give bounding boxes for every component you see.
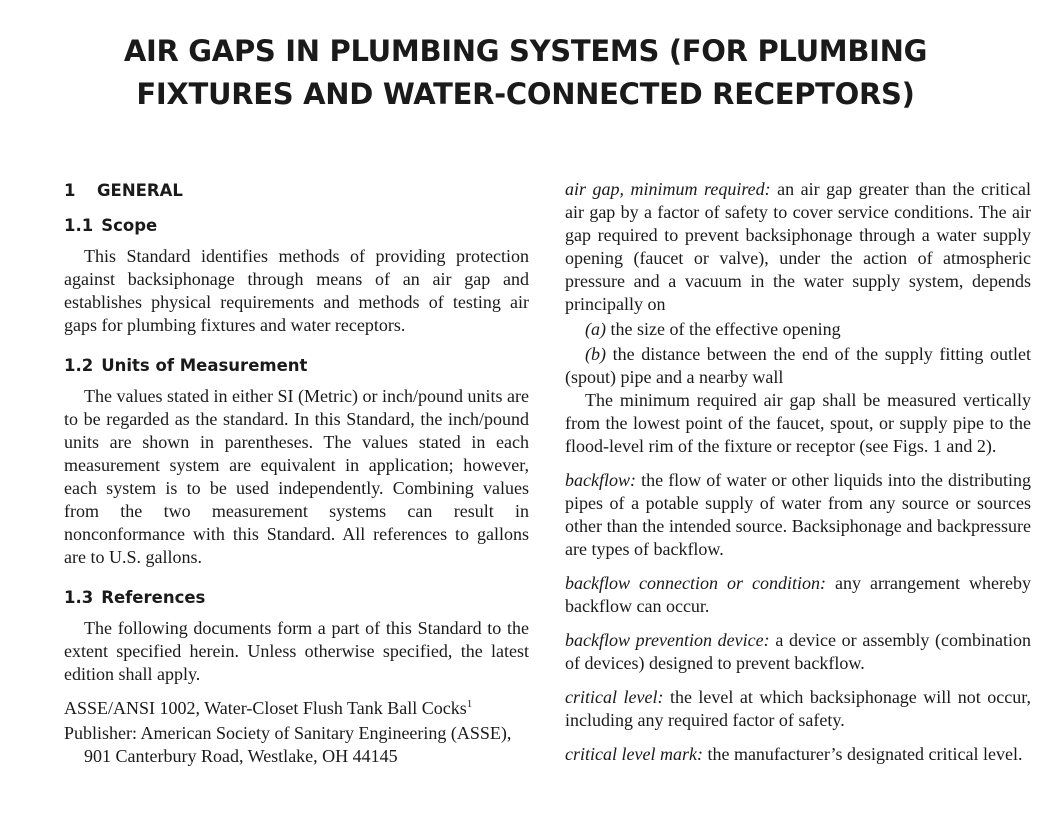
definition-term: backflow connection or condition: — [565, 573, 827, 593]
definition-backflow — [565, 469, 1031, 561]
definition-text — [565, 743, 1031, 766]
section-heading-references — [64, 585, 529, 611]
list-text: the size of the effective opening — [610, 319, 841, 339]
definition-text — [565, 572, 1031, 618]
list-item-b — [565, 343, 1031, 389]
air-gap-measurement-paragraph: The minimum required air gap shall be measured vertically from the lowest point of the faucet, spout, or supply pipe to the flood-level rim of the fixture or receptor (see Figs. 1 and 2). — [565, 390, 1031, 456]
definition-body: the manufacturer’s designated critical level. — [707, 744, 1023, 764]
section-label: GENERAL — [97, 181, 183, 200]
definition-critical-level — [565, 686, 1031, 732]
section-number: 1.3 — [64, 588, 94, 607]
definition-term: critical level mark: — [565, 744, 703, 764]
section-heading-general — [64, 178, 529, 204]
section-label: Scope — [101, 216, 158, 235]
scope-paragraph: This Standard identifies methods of providing protection against backsiphonage through means of an air gap and establishes physical requirements and methods of testing air gaps for plumbing fixtures and water receptors. — [64, 246, 529, 335]
definition-body: the level at which backsiphonage will not occur, including any required factor of safety. — [565, 687, 1032, 730]
section-heading-units — [64, 353, 529, 379]
definition-term: air gap, minimum required: — [565, 179, 771, 199]
definition-backflow-connection — [565, 572, 1031, 618]
list-item-a — [565, 318, 1031, 341]
publisher-entry: Publisher: American Society of Sanitary Engineering (ASSE), 901 Canterbury Road, Westlake, OH 44145 — [64, 723, 512, 766]
page-title — [0, 30, 1051, 116]
left-column — [64, 178, 529, 768]
definition-text — [565, 629, 1031, 675]
section-number: 1 — [64, 181, 76, 200]
definition-body: a device or assembly (combination of devices) designed to prevent backflow. — [565, 630, 1032, 673]
section-number: 1.1 — [64, 216, 94, 235]
reference-entry — [64, 697, 529, 720]
definition-term: backflow prevention device: — [565, 630, 770, 650]
definition-text — [565, 469, 1031, 561]
list-text: the distance between the end of the supply fitting outlet (spout) pipe and a nearby wall — [565, 344, 1031, 387]
section-label: Units of Measurement — [101, 356, 308, 375]
definition-body: the flow of water or other liquids into the distributing pipes of a potable supply of water from any source or sources other than the intended source. Backsiphonage and backpressure are types of backflow. — [565, 470, 1031, 559]
definition-term: critical level: — [565, 687, 664, 707]
definition-body: an air gap greater than the critical air gap by a factor of safety to cover service conditions. The air gap required to prevent backsiphonage through a water supply opening (faucet or valve), under the action of atmospheric pressure and a vacuum in the water supply system, depends principally on — [565, 179, 1032, 314]
definition-body: any arrangement whereby backflow can occur. — [565, 573, 1031, 616]
definition-text — [565, 686, 1031, 732]
list-marker: (b) — [585, 344, 606, 364]
definition-text — [565, 178, 1031, 316]
reference-title: ASSE/ANSI 1002, Water-Closet Flush Tank Ball Cocks — [64, 698, 467, 718]
right-column — [565, 178, 1031, 766]
units-paragraph: The values stated in either SI (Metric) or inch/pound units are to be regarded as the standard. In this Standard, the inch/pound units are shown in parentheses. The values stated in each measurement system are equivalent in application; however, each system is to be used independently. Combining values from the two measurement systems can result in nonconformance with this Standard. All references to gallons are to U.S. gallons. — [64, 386, 529, 567]
section-number: 1.2 — [64, 356, 94, 375]
definition-backflow-prevention-device — [565, 629, 1031, 675]
section-label: References — [101, 588, 206, 607]
section-heading-scope — [64, 213, 529, 239]
definition-critical-level-mark — [565, 743, 1031, 766]
references-paragraph: The following documents form a part of this Standard to the extent specified herein. Unless otherwise specified, the latest edition shall apply. — [64, 618, 529, 684]
page-title-line-1: AIR GAPS IN PLUMBING SYSTEMS (FOR PLUMBING — [123, 34, 928, 68]
page-title-line-2: FIXTURES AND WATER-CONNECTED RECEPTORS) — [136, 77, 915, 111]
definition-air-gap — [565, 178, 1031, 458]
footnote-marker: 1 — [466, 698, 473, 710]
definition-term: backflow: — [565, 470, 636, 490]
list-marker: (a) — [585, 319, 606, 339]
